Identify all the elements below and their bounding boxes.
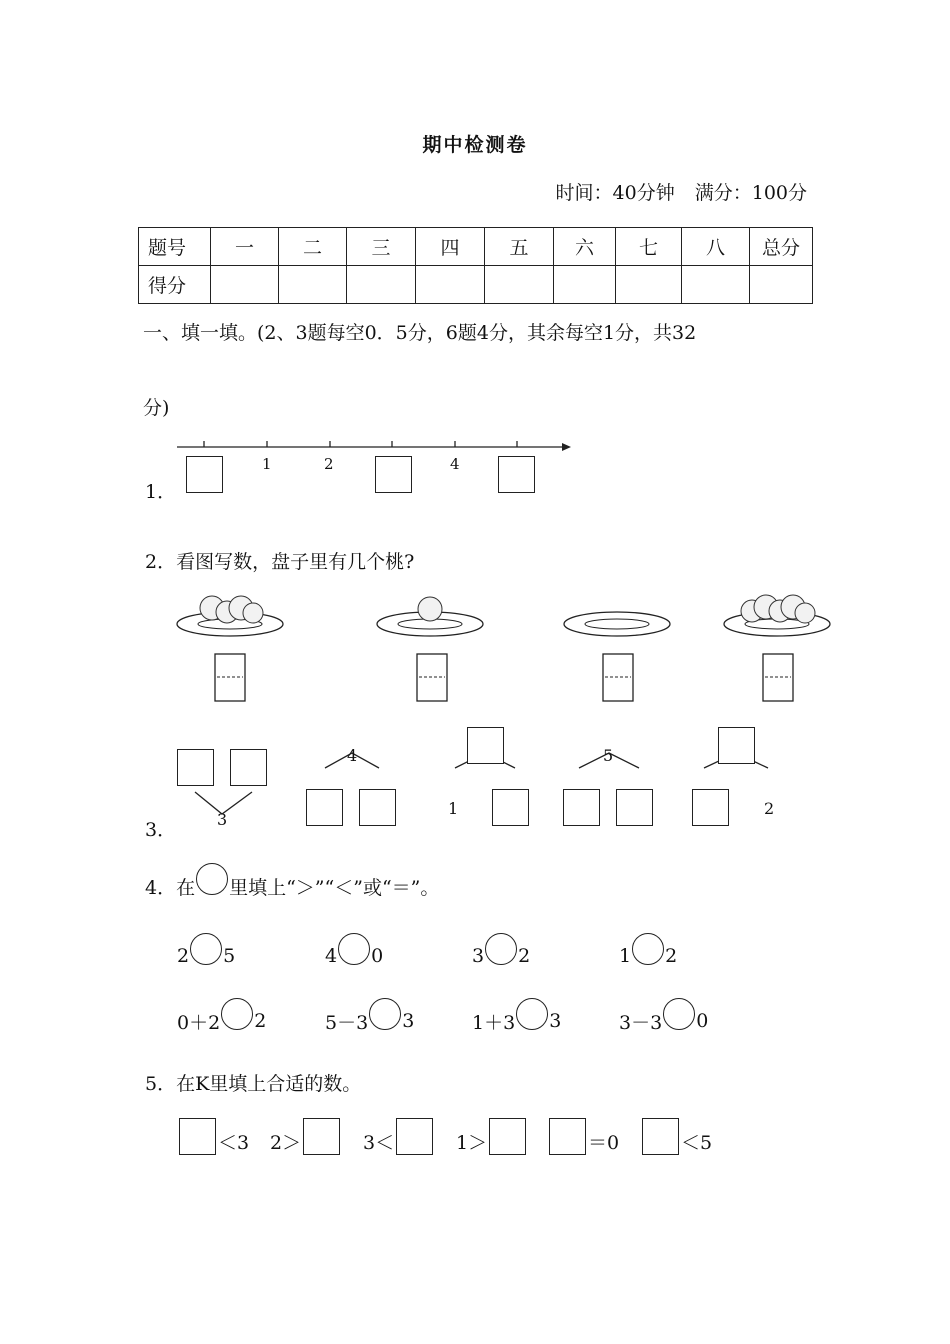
q5-item-6: [640, 1118, 712, 1155]
ineq-before: 2＞: [270, 1132, 302, 1154]
ineq-before: 3＜: [363, 1132, 395, 1154]
q4-compare-8: [619, 1005, 708, 1037]
peach-icon: [200, 596, 263, 623]
score-table: [138, 227, 813, 304]
q4-compare-6: [325, 1005, 414, 1037]
q5-question: 5．在K里填上合适的数。: [145, 1073, 362, 1095]
q3-bond2-total: 4: [347, 746, 358, 765]
q3-bond1-total: 3: [217, 810, 228, 829]
q4-compare-5: [177, 1005, 266, 1037]
q3-bond3-part: 1: [448, 799, 459, 818]
plate-image-2: [375, 588, 485, 638]
compare-circle-input[interactable]: [338, 933, 370, 965]
compare-right: 2: [518, 945, 531, 967]
compare-right: 2: [254, 1010, 267, 1032]
plate-image-1: [175, 588, 285, 638]
score-input-8[interactable]: [682, 266, 750, 304]
ineq-answer-box[interactable]: [303, 1118, 340, 1155]
full-score: 满分：100分: [694, 182, 807, 204]
compare-circle-input[interactable]: [663, 998, 695, 1030]
section-heading-line1: 一、填一填。(2、3题每空0．5分，6题4分，其余每空1分，共32: [143, 322, 697, 344]
plate-image-4: [722, 588, 832, 638]
page-title: 期中检测卷: [422, 134, 528, 156]
q3-bond4-box-left[interactable]: [563, 789, 600, 826]
q4-compare-7: [472, 1005, 561, 1037]
q3-bond5-box-left[interactable]: [692, 789, 729, 826]
compare-circle-input[interactable]: [516, 998, 548, 1030]
q4-compare-4: [619, 940, 677, 972]
q3-bond4-total: 5: [603, 746, 614, 765]
q3-bond2-box-right[interactable]: [359, 789, 396, 826]
q2-answer-box-1[interactable]: [214, 653, 246, 703]
ineq-after: ＜3: [218, 1132, 250, 1154]
q4-compare-2: [325, 940, 383, 972]
compare-right: 2: [665, 945, 678, 967]
table-cell-total: 总分: [750, 228, 813, 266]
q2-question: 2．看图写数，盘子里有几个桃?: [145, 551, 415, 573]
q2-answer-box-2[interactable]: [416, 653, 448, 703]
compare-left: 3: [472, 945, 485, 967]
table-cell-1: 一: [211, 228, 279, 266]
compare-left: 3－3: [619, 1011, 663, 1034]
table-cell-8: 八: [682, 228, 750, 266]
ineq-answer-box[interactable]: [396, 1118, 433, 1155]
compare-left: 1: [619, 945, 632, 967]
section-heading-line2: 分): [143, 397, 170, 419]
exam-meta: [556, 178, 807, 205]
q5-item-1: [177, 1118, 249, 1155]
table-cell-5: 五: [485, 228, 554, 266]
compare-right: 3: [402, 1010, 415, 1032]
compare-circle-input[interactable]: [485, 933, 517, 965]
q1-answer-box-3[interactable]: [375, 456, 412, 493]
q3-bond4-box-right[interactable]: [616, 789, 653, 826]
peach-icon: [418, 597, 442, 621]
compare-right: 0: [371, 945, 384, 967]
q3-bond1-box-left[interactable]: [177, 749, 214, 786]
score-input-6[interactable]: [554, 266, 616, 304]
compare-left: 2: [177, 945, 190, 967]
q3-bond5-box-top[interactable]: [718, 727, 755, 764]
q1-label: 1．: [145, 481, 177, 503]
score-input-2[interactable]: [279, 266, 347, 304]
plate-image-3: [562, 588, 672, 638]
compare-right: 3: [549, 1010, 562, 1032]
table-cell-3: 三: [347, 228, 416, 266]
compare-left: 5－3: [325, 1011, 369, 1034]
table-row-scores: [139, 266, 813, 304]
q1-answer-box-0[interactable]: [186, 456, 223, 493]
number-line-arrow: [562, 443, 571, 451]
q3-label: 3．: [145, 819, 177, 841]
q4-compare-3: [472, 940, 530, 972]
ineq-answer-box[interactable]: [489, 1118, 526, 1155]
score-input-3[interactable]: [347, 266, 416, 304]
compare-left: 4: [325, 945, 338, 967]
peach-icon: [741, 595, 815, 623]
ineq-after: ＝0: [588, 1132, 620, 1154]
table-cell-2: 二: [279, 228, 347, 266]
q3-bond5-part: 2: [764, 799, 775, 818]
tick-label-4: 4: [450, 455, 460, 473]
q4-compare-1: [177, 940, 235, 972]
ineq-after: ＜5: [681, 1132, 713, 1154]
compare-circle-input[interactable]: [221, 998, 253, 1030]
table-cell-4: 四: [416, 228, 485, 266]
table-cell-6: 六: [554, 228, 616, 266]
q5-item-3: [363, 1118, 435, 1155]
compare-circle-input[interactable]: [632, 933, 664, 965]
q4-suffix: 里填上“＞”“＜”或“＝”。: [229, 876, 440, 899]
compare-right: 5: [223, 945, 236, 967]
score-input-total[interactable]: [750, 266, 813, 304]
time-limit: 时间：40分钟: [555, 182, 675, 204]
ineq-answer-box[interactable]: [642, 1118, 679, 1155]
q3-bond3-box-right[interactable]: [492, 789, 529, 826]
q1-answer-box-5[interactable]: [498, 456, 535, 493]
score-input-4[interactable]: [416, 266, 485, 304]
q3-bond1-box-right[interactable]: [230, 749, 267, 786]
ineq-before: 1＞: [456, 1132, 488, 1154]
compare-left: 1＋3: [472, 1011, 516, 1034]
tick-label-2: 2: [324, 455, 334, 473]
tick-label-1: 1: [262, 455, 272, 473]
circle-icon: [196, 863, 228, 895]
q5-item-4: [456, 1118, 528, 1155]
q4-prefix: 4．在: [145, 876, 196, 899]
q5-item-2: [270, 1118, 342, 1155]
score-input-5[interactable]: [485, 266, 554, 304]
table-cell-score-label: 得分: [139, 266, 211, 304]
score-input-7[interactable]: [616, 266, 682, 304]
q4-question: [145, 870, 439, 902]
table-cell-label: 题号: [139, 228, 211, 266]
q2-answer-box-3[interactable]: [602, 653, 634, 703]
compare-circle-input[interactable]: [369, 998, 401, 1030]
q3-bond2-box-left[interactable]: [306, 789, 343, 826]
q5-item-5: [547, 1118, 619, 1155]
q3-bond3-box-top[interactable]: [467, 727, 504, 764]
compare-right: 0: [696, 1010, 709, 1032]
ineq-answer-box[interactable]: [179, 1118, 216, 1155]
compare-left: 0＋2: [177, 1011, 221, 1034]
ineq-answer-box[interactable]: [549, 1118, 586, 1155]
score-input-1[interactable]: [211, 266, 279, 304]
q2-answer-box-4[interactable]: [762, 653, 794, 703]
compare-circle-input[interactable]: [190, 933, 222, 965]
table-cell-7: 七: [616, 228, 682, 266]
table-row-headers: [139, 228, 813, 266]
